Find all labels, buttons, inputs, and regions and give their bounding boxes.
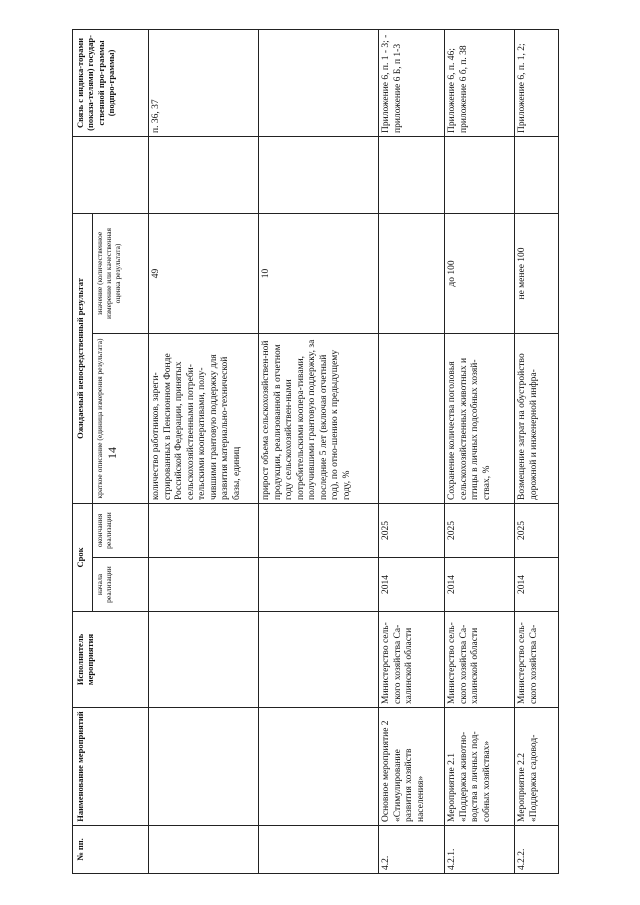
header-exp-value: значение (количественное измерение или качественная оценка результата) — [93, 213, 149, 333]
row-end — [259, 503, 379, 557]
row-desc — [379, 333, 445, 503]
row-end: 2025 — [515, 503, 559, 557]
row-start — [259, 558, 379, 612]
row-name — [259, 708, 379, 826]
header-term-end: окончания реализации — [93, 503, 149, 557]
table-row — [259, 29, 379, 873]
row-executor — [149, 612, 259, 708]
row-end — [149, 503, 259, 557]
header-executor: Исполнитель мероприятия — [73, 612, 149, 708]
row-name: Мероприятие 2.2 «Поддержка садовод- — [515, 708, 559, 826]
row-value: 49 — [149, 213, 259, 333]
row-name: Мероприятие 2.1 «Поддержка животно-водства в личных под-собных хозяйствах» — [445, 708, 515, 826]
header-term: Срок — [73, 503, 93, 611]
row-link: Приложение 6, п. 1 - 3; - приложение 6 Б, п 1-3 — [379, 29, 445, 136]
table-row — [445, 29, 515, 873]
row-start — [149, 558, 259, 612]
row-executor: Министерство сель-ского хозяйства Са-халинской области — [445, 612, 515, 708]
row-empty — [379, 136, 445, 213]
row-desc: Сохранение количества поголовья сельскохозяйственных животных и птицы в личных подсобных хозяй-ствах, % — [445, 333, 515, 503]
table-row — [379, 29, 445, 873]
row-start: 2014 — [515, 558, 559, 612]
table-row — [515, 29, 559, 873]
row-desc: количество работников, зареги-стрированных в Пенсионном Фонде Российской Федерации, принятых сельскохозяйственными потреби-тельскими кооперативами, полу-чившими грантовую поддержку для развития материально-технической базы, единиц — [149, 333, 259, 503]
row-value: до 100 — [445, 213, 515, 333]
measures-table — [72, 29, 559, 874]
header-link: Связь с индика-торами (показа-телями) государ-ственной про-граммы (подпро-граммы) — [73, 29, 149, 136]
header-exp-desc: краткое описание (единица измерения результата) — [93, 333, 149, 503]
row-link: п. 36, 37 — [149, 29, 259, 136]
rotated-page — [72, 30, 558, 874]
row-value: 10 — [259, 213, 379, 333]
row-end: 2025 — [445, 503, 515, 557]
row-num — [149, 826, 259, 874]
row-executor: Министерство сель-ского хозяйства Са-халинской области — [379, 612, 445, 708]
row-desc: прирост объема сельскохозяйствен-ной продукции, реализованной в отчетном году сельскохозяйствен-ными потребительскими коопера-тивами, получившими грантовую поддержку, за последние 5 лет (включая отчетный год), по отно-шению к предыдущему году, % — [259, 333, 379, 503]
row-empty — [149, 136, 259, 213]
table-row — [149, 29, 259, 873]
header-empty — [73, 136, 149, 213]
row-start: 2014 — [445, 558, 515, 612]
header-term-start: начала реализации — [93, 558, 149, 612]
page-number: 14 — [105, 447, 119, 459]
row-executor: Министерство сель-ского хозяйства Са- — [515, 612, 559, 708]
row-num: 4.2. — [379, 826, 445, 874]
row-start: 2014 — [379, 558, 445, 612]
row-name — [149, 708, 259, 826]
row-link — [259, 29, 379, 136]
row-num: 4.2.1. — [445, 826, 515, 874]
row-desc: Возмещение затрат на обустройство дорожной и инженерной инфра- — [515, 333, 559, 503]
row-link: Приложение 6, п. 1, 2; — [515, 29, 559, 136]
row-end: 2025 — [379, 503, 445, 557]
row-empty — [445, 136, 515, 213]
header-expected: Ожидаемый непосредственный результат — [73, 213, 93, 503]
row-num: 4.2.2. — [515, 826, 559, 874]
header-num: № пп. — [73, 826, 149, 874]
header-name: Наименование мероприятий — [73, 708, 149, 826]
row-num — [259, 826, 379, 874]
row-empty — [515, 136, 559, 213]
row-name: Основное мероприятие 2 «Стимулирование развития хозяйств населения» — [379, 708, 445, 826]
row-value — [379, 213, 445, 333]
row-value: не менее 100 — [515, 213, 559, 333]
row-executor — [259, 612, 379, 708]
row-empty — [259, 136, 379, 213]
row-link: Приложение 6, п. 46; приложение 6 б, п. 38 — [445, 29, 515, 136]
